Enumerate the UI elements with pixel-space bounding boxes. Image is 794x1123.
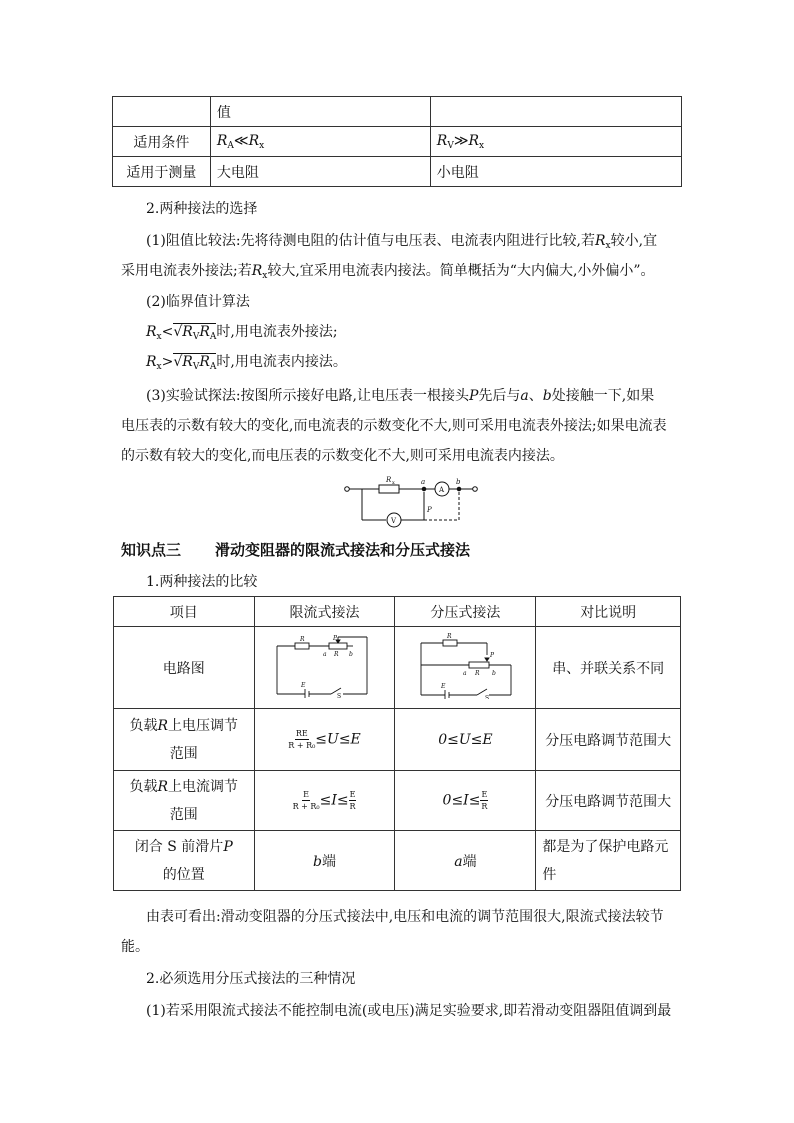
section-heading: 1.两种接法的比较 [146,574,258,590]
criterion-line: $R_x>√R_VR_A$时,用电流表内接法。 [146,354,347,372]
inequality: 0≤I≤ [442,792,481,809]
paragraph-line [146,385,654,405]
table-cell: 0≤U≤E [395,709,536,771]
table-cell: 分压电路调节范围大 [536,771,681,831]
title-number: 知识点三 [121,541,182,559]
text: 处接触一下,如果 [551,388,655,404]
table-cell-label: 适用条件 [113,127,211,157]
b-label: b [492,669,497,677]
table-cell [254,709,395,771]
table-cell [113,97,211,127]
knowledge-point-title [121,539,470,560]
text: 先后与 [478,388,521,404]
relation: ≫ [453,132,469,149]
criterion-line: $R_x<√R_VR_A$时,用电流表外接法; [146,324,338,342]
table-header-row [114,597,681,627]
symbol: R [216,132,228,149]
r0-label: R [333,650,339,658]
text: 、 [528,388,543,404]
e-label: E [441,682,446,690]
table-row [113,127,682,157]
table-cell [254,771,395,831]
subscript: V [447,140,454,151]
table-row [113,97,682,127]
sqrt-expression: $√R_VR_A$ [173,324,217,342]
table-cell: a端 [395,831,536,891]
paragraph-line: 由表可看出:滑动变阻器的分压式接法中,电压和电流的调节范围很大,限流式接法较节 [146,909,664,925]
relation: ≪ [233,132,249,149]
table-cell: 小电阻 [430,157,681,187]
text: 时,用电流表外接法; [216,324,338,340]
table-cell: 串、并联关系不同 [536,627,681,709]
a-label: a [322,650,327,658]
symbol: b [542,388,552,404]
table-row [114,771,681,831]
r-label: R [447,632,452,640]
table-cell [395,771,536,831]
paragraph-line: (1)若采用限流式接法不能控制电流(或电压)满足实验要求,即若滑动变阻器阻值调到最 [146,1003,672,1019]
s-label: S [485,694,490,699]
node-b-label: b [456,478,461,486]
symbol: R [248,132,260,149]
header-cell: 限流式接法 [254,597,395,627]
r-label: R [299,635,305,643]
symbol: R [468,132,480,149]
symbol: R [146,324,157,340]
header-cell: 对比说明 [536,597,681,627]
table-row [114,627,681,709]
s-label: S [336,692,341,698]
paragraph-line: 的示数有较大的变化,而电压表的示数变化不大,则可采用电流表内接法。 [121,448,564,464]
table-cell [395,627,536,709]
subscript: x [259,140,265,151]
fraction: $\frac{E}{R}$ [481,790,488,811]
rx-label: R [386,476,392,484]
subscript: x [479,140,485,151]
table-cell [254,627,395,709]
table-row [114,709,681,771]
section-heading: 2.两种接法的选择 [146,201,258,217]
paragraph-line: 能。 [121,939,149,955]
a-label: a [463,669,467,677]
probe-p-label: P [427,506,432,514]
rx-sub-label: x [392,480,395,486]
symbol: P [469,388,479,404]
r0-label: R [475,669,480,677]
subscript: x [605,241,611,251]
current-limiting-circuit-diagram [273,634,377,698]
table-cell: 都是为了保护电路元 件 [536,831,681,891]
paragraph-line [121,260,655,281]
fraction: $\frac{E}{\text{R + R₀}}$ [292,790,320,811]
symbol: R [436,132,448,149]
symbol: a [520,388,529,404]
table-cell-label: 闭合 S 前滑片P 的位置 [114,831,255,891]
table-cell: 大电阻 [210,157,430,187]
table-cell-label: 负载R上电流调节 范围 [114,771,255,831]
fraction: $\frac{E}{R}$ [349,790,356,811]
table-cell-label: 负载R上电压调节 范围 [114,709,255,771]
table-cell [430,97,681,127]
fraction: $\frac{RE}{\text{R + R₀}}$ [288,729,316,750]
paragraph-line: (2)临界值计算法 [146,294,250,310]
text: (3)实验试探法:按图所示接好电路,让电压表一根接头 [146,388,469,404]
table-row [114,831,681,891]
table-cell [210,127,430,157]
p-label: P [332,634,337,642]
table-cell-label: 适用于测量 [113,157,211,187]
table-cell-label: 电路图 [114,627,255,709]
paragraph-line: 电压表的示数有较大的变化,而电流表的示数变化不大,则可采用电流表外接法;如果电流表 [121,418,667,434]
paragraph-line [146,230,657,251]
symbol: R [595,233,606,249]
text: 采用电流表外接法;若 [121,263,252,279]
sqrt-expression: $√R_VR_A$ [173,354,217,372]
symbol: R [251,263,263,279]
b-label: b [348,650,353,658]
voltage-divider-circuit-diagram [413,633,517,699]
comparison-table [113,596,681,891]
table-cell: 值 [210,97,430,127]
title-text: 滑动变阻器的限流式接法和分压式接法 [215,541,471,559]
text: 较小,宜 [610,233,658,249]
voltmeter-label: V [391,517,397,525]
text: (1)阻值比较法:先将待测电阻的估计值与电压表、电流表内阻进行比较,若 [146,233,595,249]
text: 时,用电流表内接法。 [216,354,347,370]
ammeter-label: A [439,486,445,494]
e-label: E [300,681,305,689]
section-heading: 2.必须选用分压式接法的三种情况 [146,971,356,987]
top-table [112,96,682,187]
trial-circuit-figure [340,472,480,530]
header-cell: 项目 [114,597,255,627]
table-row [113,157,682,187]
inequality: ≤I≤ [319,792,349,809]
table-cell: b端 [254,831,395,891]
p-label: P [490,651,495,659]
symbol: R [146,354,157,370]
table-cell [430,127,681,157]
subscript: A [227,140,234,151]
table-cell: 分压电路调节范围大 [536,709,681,771]
header-cell: 分压式接法 [395,597,536,627]
subscript: x [262,271,268,281]
text: 较大,宜采用电流表内接法。简单概括为“大内偏大,小外偏小”。 [267,263,655,279]
node-a-label: a [421,478,426,486]
inequality: ≤U≤E [315,731,361,748]
